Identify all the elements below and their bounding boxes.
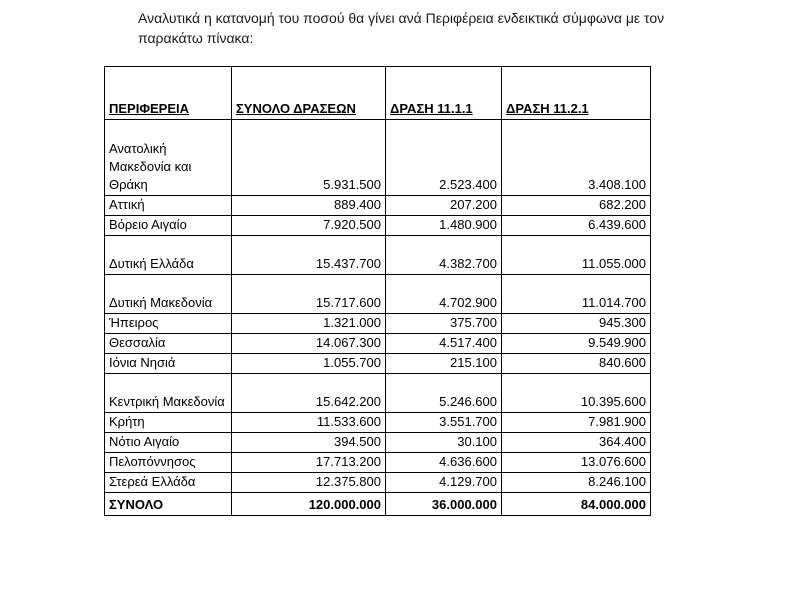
region-name: Θεσσαλία [105,334,232,354]
total-value: 14.067.300 [232,334,386,354]
action-1111-value: 5.246.600 [386,374,502,413]
region-name: Πελοπόννησος [105,453,232,473]
total-value: 889.400 [232,196,386,216]
total-value: 5.931.500 [232,120,386,196]
header-action-11-2-1: ΔΡΑΣΗ 11.2.1 [502,67,651,120]
intro-line-2: παρακάτω πίνακα: [138,30,254,46]
table-header [105,67,651,120]
region-name: Ήπειρος [105,314,232,334]
action-1111-value: 4.517.400 [386,334,502,354]
action-1121-value: 364.400 [502,433,651,453]
action-1121-value: 11.014.700 [502,275,651,314]
action-1111-total-value: 36.000.000 [386,493,502,516]
action-1111-value: 375.700 [386,314,502,334]
table-row [105,120,651,196]
total-value: 17.713.200 [232,453,386,473]
action-1121-total-value: 84.000.000 [502,493,651,516]
action-1121-value: 840.600 [502,354,651,374]
total-value: 15.437.700 [232,236,386,275]
total-value: 394.500 [232,433,386,453]
region-name: Νότιο Αιγαίο [105,433,232,453]
region-name: Βόρειο Αιγαίο [105,216,232,236]
table-row [105,275,651,314]
regional-allocation-table [104,66,651,516]
table-row [105,453,651,473]
total-value: 15.717.600 [232,275,386,314]
table-row [105,473,651,493]
action-1121-value: 8.246.100 [502,473,651,493]
region-name: Στερεά Ελλάδα [105,473,232,493]
action-1121-value: 13.076.600 [502,453,651,473]
action-1121-value: 945.300 [502,314,651,334]
action-1121-value: 6.439.600 [502,216,651,236]
total-value: 11.533.600 [232,413,386,433]
intro-line-1: Αναλυτικά η κατανομή του ποσού θα γίνει ανά Περιφέρεια ενδεικτικά σύμφωνα με τον [138,10,665,26]
intro-paragraph [138,8,758,48]
table-row [105,236,651,275]
table-row [105,433,651,453]
action-1121-value: 682.200 [502,196,651,216]
region-name: Αττική [105,196,232,216]
table-row [105,334,651,354]
table-body [105,120,651,516]
header-region: ΠΕΡΙΦΕΡΕΙΑ [105,67,232,120]
totals-row [105,493,651,516]
action-1111-value: 3.551.700 [386,413,502,433]
action-1111-value: 2.523.400 [386,120,502,196]
action-1121-value: 9.549.900 [502,334,651,354]
action-1121-value: 11.055.000 [502,236,651,275]
total-value: 7.920.500 [232,216,386,236]
region-name: Ιόνια Νησιά [105,354,232,374]
region-name: Κρήτη [105,413,232,433]
total-value: 1.055.700 [232,354,386,374]
action-1111-value: 4.382.700 [386,236,502,275]
table-row [105,216,651,236]
total-value: 15.642.200 [232,374,386,413]
region-name: Δυτική Ελλάδα [105,236,232,275]
table-row [105,374,651,413]
action-1111-value: 4.636.600 [386,453,502,473]
header-row [105,67,651,120]
action-1111-value: 4.129.700 [386,473,502,493]
action-1111-value: 215.100 [386,354,502,374]
total-value: 12.375.800 [232,473,386,493]
region-name: Ανατολική Μακεδονία και Θράκη [105,120,232,196]
header-total-actions: ΣΥΝΟΛΟ ΔΡΑΣΕΩΝ [232,67,386,120]
action-1121-value: 3.408.100 [502,120,651,196]
table-row [105,314,651,334]
action-1121-value: 10.395.600 [502,374,651,413]
action-1111-value: 1.480.900 [386,216,502,236]
region-name: Δυτική Μακεδονία [105,275,232,314]
action-1111-value: 4.702.900 [386,275,502,314]
table-row [105,196,651,216]
action-1111-value: 207.200 [386,196,502,216]
table-row [105,413,651,433]
total-value: 1.321.000 [232,314,386,334]
table-row [105,354,651,374]
action-1111-value: 30.100 [386,433,502,453]
grand-total-value: 120.000.000 [232,493,386,516]
region-name: Κεντρική Μακεδονία [105,374,232,413]
action-1121-value: 7.981.900 [502,413,651,433]
header-action-11-1-1: ΔΡΑΣΗ 11.1.1 [386,67,502,120]
totals-label: ΣΥΝΟΛΟ [105,493,232,516]
